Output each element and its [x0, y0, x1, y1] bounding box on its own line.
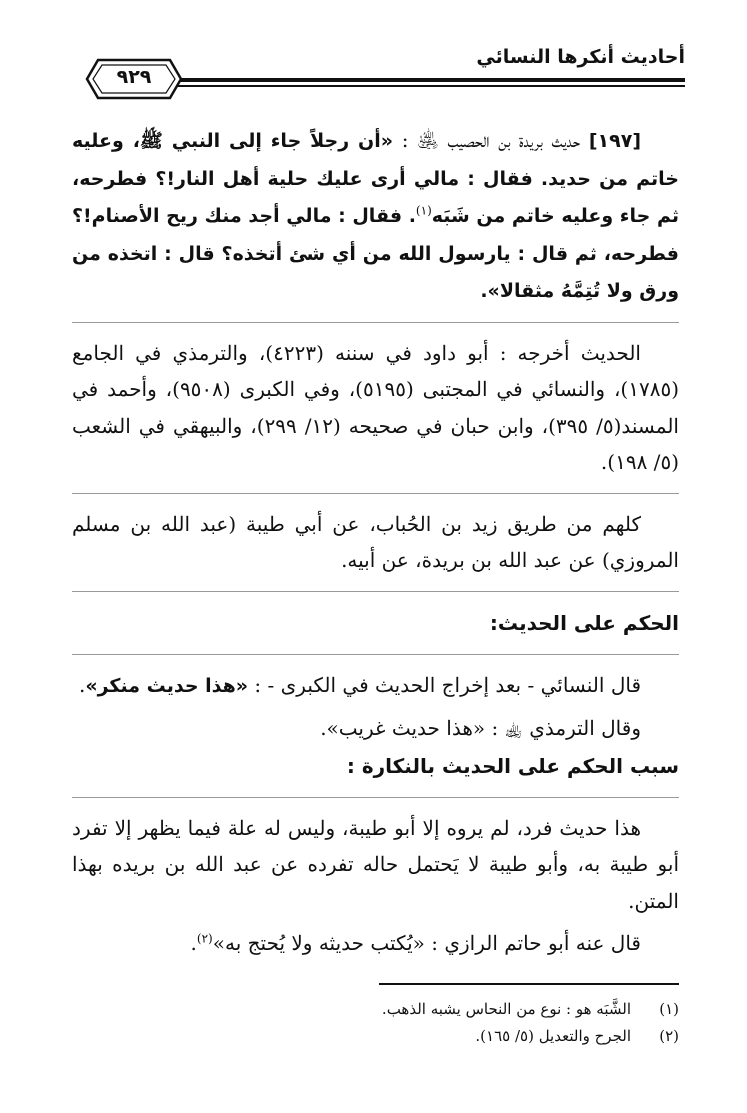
header-rule-thin: [170, 85, 685, 87]
footnote-number: (١): [659, 1000, 679, 1018]
footnote-mark-1: (١): [415, 203, 432, 218]
abu-hatim-paragraph: [72, 925, 679, 962]
page-number: ٩٢٩: [116, 66, 152, 88]
tirmidhi-ruling: وقال الترمذي ﵀ : «هذا حديث غريب».: [320, 716, 641, 740]
footnote-item: [72, 996, 679, 1023]
main-text: [72, 122, 679, 962]
reason-paragraph: هذا حديث فرد، لم يروه إلا أبو طيبة، وليس له علة فيما يظهر إلا تفرد أبو طيبة به، وأبو طيبة لا يَحتمل حاله تفرده عن عبد الله بن بريده بهذا المتن.: [72, 815, 679, 913]
paragraph-divider: [72, 591, 679, 592]
running-header-title: أحاديث أنكرها النسائي: [476, 46, 685, 68]
abu-hatim-quote: قال عنه أبو حاتم الرازي : «يُكتب حديثه ولا يُحتج به»: [212, 931, 641, 955]
paragraph-divider: [72, 493, 679, 494]
isnad-paragraph: كلهم من طريق زيد بن الحُباب، عن أبي طيبة (عبد الله بن مسلم المروزي) عن عبد الله بن بريدة، عن أبيه.: [72, 511, 679, 572]
hadith-intro: حديث بريدة بن الحصيب ﵁ :: [393, 128, 589, 152]
footnotes: [72, 996, 679, 1050]
footnote-mark-2: (٢): [196, 931, 213, 946]
hadith-matn: «أن رجلاً جاء إلى النبي ﷺ، وعليه خاتم من حديد. فقال : مالي أرى عليك حلية أهل النار!؟ فطرحه، ثم جاء وعليه خاتم من شَبَه: [72, 130, 679, 227]
nasai-quote: «هذا حديث منكر»: [85, 674, 249, 697]
page-number-frame: [84, 56, 184, 102]
footnote-rule: [379, 983, 679, 985]
footnote-number: (٢): [659, 1027, 679, 1045]
footnote-item: [72, 1023, 679, 1050]
nasai-prefix: قال النسائي - بعد إخراج الحديث في الكبرى - :: [248, 672, 641, 697]
paragraph-divider: [72, 797, 679, 798]
nasai-ruling: [72, 667, 679, 705]
header-rule: [170, 78, 685, 82]
hadith-paragraph: [72, 122, 679, 310]
footnote-text: الشَّبَه هو : نوع من النحاس يشبه الذهب.: [381, 1000, 631, 1018]
ruling-heading: الحكم على الحديث:: [489, 610, 679, 635]
paragraph-divider: [72, 322, 679, 323]
reason-heading: سبب الحكم على الحديث بالنكارة :: [346, 753, 679, 778]
nasai-end: .: [78, 672, 86, 697]
footnote-text: الجرح والتعديل (٥/ ١٦٥).: [475, 1027, 631, 1045]
paragraph-divider: [72, 654, 679, 655]
takhrij-paragraph: الحديث أخرجه : أبو داود في سننه (٤٢٢٣)، والترمذي في الجامع (١٧٨٥)، والنسائي في المجتبى (٥١٩٥)، وفي الكبرى (٩٥٠٨)، وأحمد في المسند(٥/ ٣٩٥)، وابن حبان في صحيحه (١٢/ ٢٩٩)، والبيهقي في الشعب (٥/ ١٩٨).: [72, 340, 680, 474]
abu-hatim-end: .: [190, 931, 197, 955]
hadith-matn-continued: . فقال : مالي أجد منك ريح الأصنام!؟ فطرحه، ثم قال : يارسول الله من أي شئ أتخذه؟ قال : اتخذه من ورق ولا تُتِمَّهُ مثقالا».: [72, 205, 679, 302]
hadith-number: [١٩٧]: [588, 130, 641, 152]
